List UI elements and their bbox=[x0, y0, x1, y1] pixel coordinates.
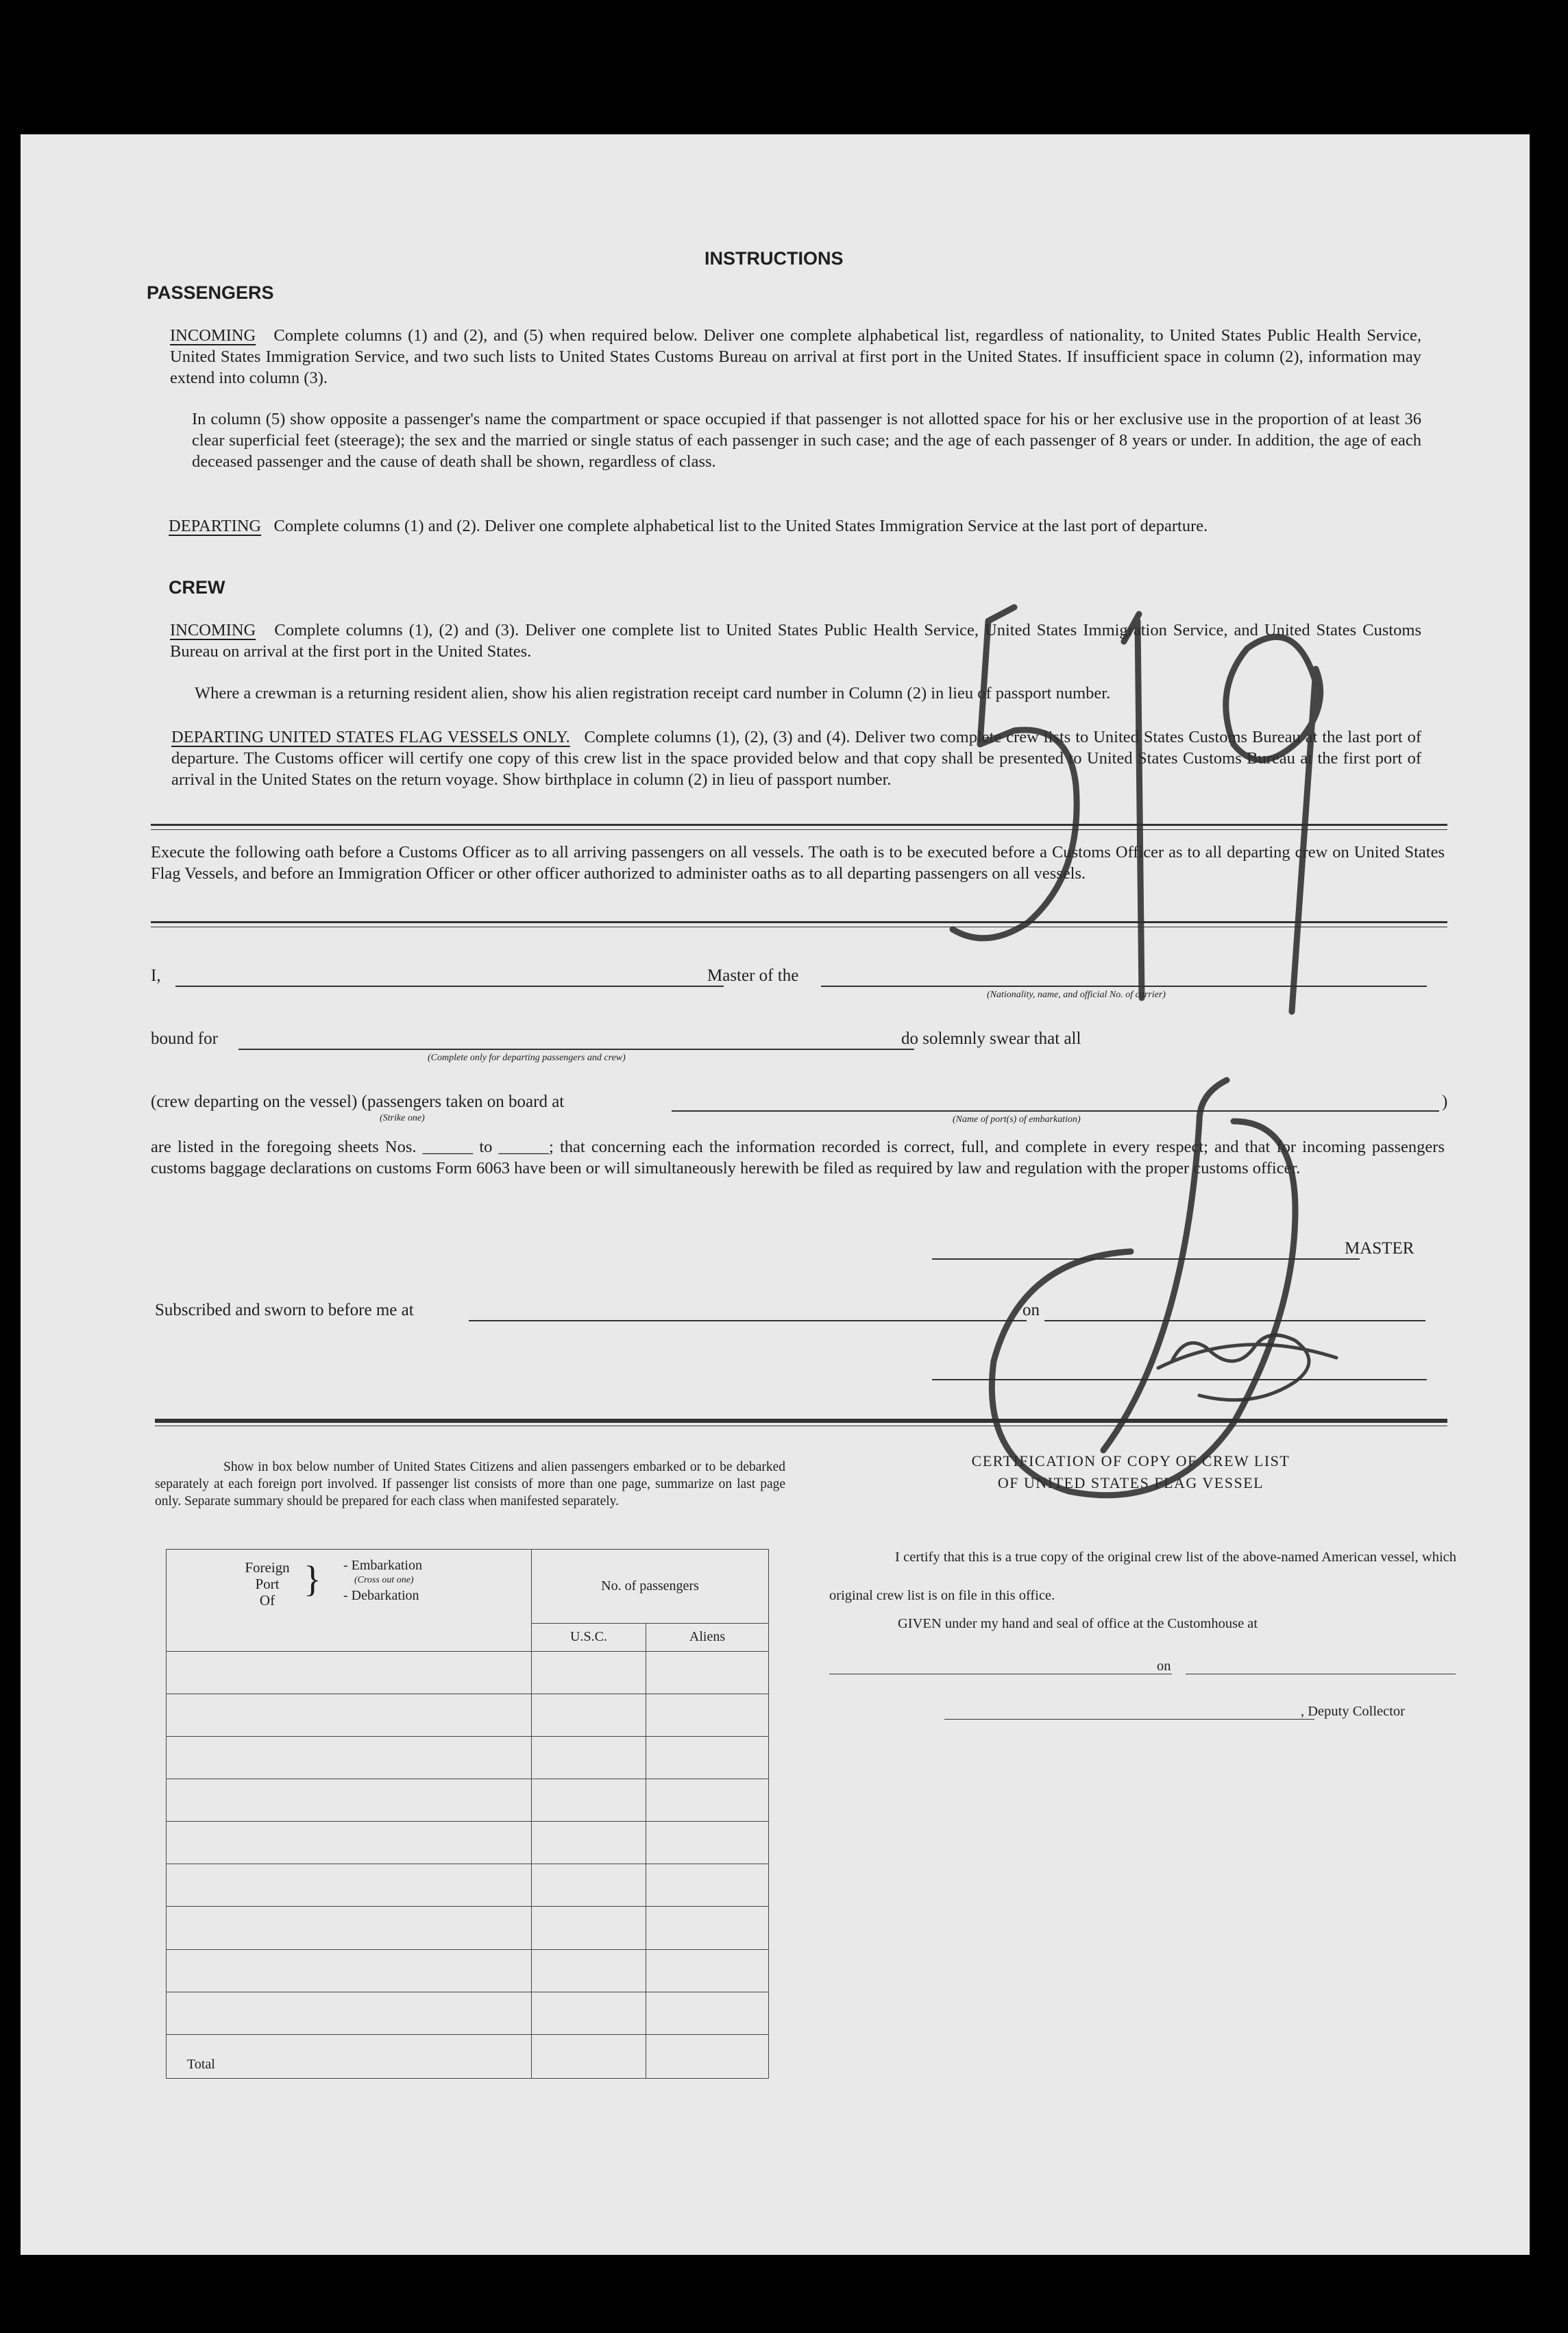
subscribed-label: Subscribed and sworn to before me at bbox=[155, 1301, 414, 1319]
close-paren: ) bbox=[1442, 1092, 1448, 1111]
ports-caption: (Name of port(s) of embarkation) bbox=[953, 1114, 1081, 1125]
port-header-cell bbox=[167, 1550, 532, 1652]
table-row bbox=[167, 1737, 769, 1779]
vessel-caption: (Nationality, name, and official No. of carrier) bbox=[987, 990, 1166, 1000]
swear-label: do solemnly swear that all bbox=[901, 1029, 1081, 1048]
bound-for-label: bound for bbox=[151, 1029, 218, 1048]
sworn-on-label: on bbox=[1022, 1301, 1040, 1319]
crew-incoming-label: INCOMING bbox=[170, 621, 256, 639]
embarkation-option[interactable]: - Embarkation bbox=[343, 1558, 422, 1573]
no-passengers-header: No. of passengers bbox=[532, 1550, 769, 1624]
passenger-summary-table bbox=[166, 1549, 769, 2079]
master-of-label: Master of the bbox=[707, 966, 799, 985]
cross-out-caption: (Cross out one) bbox=[354, 1575, 414, 1585]
deputy-collector-field[interactable] bbox=[944, 1719, 1314, 1720]
given-text: GIVEN under my hand and seal of office at the Customhouse at bbox=[898, 1616, 1258, 1631]
certify-text: I certify that this is a true copy of the original crew list of the above-named American vessel, which original crew list is on file in this office. bbox=[829, 1550, 1456, 1603]
passengers-incoming-label: INCOMING bbox=[170, 326, 256, 345]
bound-for-field[interactable] bbox=[238, 1049, 914, 1050]
certification-on-label: on bbox=[1157, 1659, 1171, 1674]
certification-title-line-2: OF UNITED STATES FLAG VESSEL bbox=[997, 1474, 1264, 1491]
table-row bbox=[167, 1822, 769, 1864]
table-row bbox=[167, 1694, 769, 1737]
table-row bbox=[167, 1779, 769, 1822]
table-row bbox=[167, 1992, 769, 2034]
document-page bbox=[21, 134, 1530, 2255]
passengers-incoming-section bbox=[170, 325, 1421, 389]
table-row bbox=[167, 1907, 769, 1949]
passengers-heading: PASSENGERS bbox=[147, 282, 274, 303]
total-label: Total bbox=[167, 2034, 532, 2078]
brace-icon: } bbox=[304, 1559, 321, 1600]
usc-header: U.S.C. bbox=[532, 1623, 646, 1651]
crew-incoming-text: Complete columns (1), (2) and (3). Deliver one complete list to United States Public Health Service, United States Immigration Service, and United States Customs Bureau on arrival at the first port in the United States. bbox=[170, 621, 1421, 661]
master-name-field[interactable] bbox=[175, 986, 724, 987]
passengers-departing-text: Complete columns (1) and (2). Deliver one complete alphabetical list to the United States Immigration Service at the last port of departure. bbox=[273, 517, 1208, 535]
crew-departing-text: Complete columns (1), (2), (3) and (4). Deliver two complete crew lists to United States Customs Bureau at the last port of departure. The Customs officer will certify one copy of this crew list in the space provided below and that copy shall be presented to United States Customs Bureau at the first port of arrival in the United States on the return voyage. Show birthplace in column (2) in lieu of passport number. bbox=[171, 728, 1421, 789]
total-row bbox=[167, 2034, 769, 2078]
crew-heading: CREW bbox=[169, 577, 225, 598]
crew-departing-label: (crew departing on the vessel) (passengers taken on board at bbox=[151, 1092, 565, 1111]
table-row bbox=[167, 1652, 769, 1694]
listed-text: are listed in the foregoing sheets Nos. ______ to ______; that concerning each the information recorded is correct, full, and complete in every respect; and that for incoming passengers customs baggage declarations on customs Form 6063 have been or will simultaneously herewith be filed as required by law and regulation with the proper customs officer. bbox=[151, 1138, 1445, 1177]
passengers-departing-label: DEPARTING bbox=[169, 517, 262, 535]
crew-returning-text: Where a crewman is a returning resident alien, show his alien registration receipt card number in Column (2) in lieu of passport number. bbox=[195, 684, 1111, 703]
summary-note: Show in box below number of United States Citizens and alien passengers embarked or to be debarked separately at each foreign port involved. If passenger list consists of more than one page, summarize on last page only. Separate summary should be prepared for each class when manifested separately. bbox=[155, 1460, 785, 1508]
pencil-handwritten-number bbox=[911, 518, 1391, 1587]
debarkation-option[interactable]: - Debarkation bbox=[343, 1588, 419, 1603]
port-label-2: Port bbox=[255, 1576, 280, 1592]
page-title: INSTRUCTIONS bbox=[705, 248, 844, 269]
deputy-collector-label: , Deputy Collector bbox=[1301, 1704, 1406, 1719]
bound-for-caption: (Complete only for departing passengers and crew) bbox=[428, 1053, 626, 1063]
strike-caption: (Strike one) bbox=[380, 1113, 425, 1123]
port-label-1: Foreign bbox=[245, 1559, 290, 1576]
certification-title-line-1: CERTIFICATION OF COPY OF CREW LIST bbox=[971, 1452, 1290, 1469]
aliens-header: Aliens bbox=[646, 1623, 769, 1651]
port-label-3: Of bbox=[259, 1592, 275, 1609]
passengers-incoming-text: Complete columns (1) and (2), and (5) when required below. Deliver one complete alphabetical list, regardless of nationality, to United States Public Health Service, United States Immigration Service, and two such lists to United States Customs Bureau on arrival at first port in the United States. If insufficient space in column (2), information may extend into column (3). bbox=[170, 326, 1422, 387]
passengers-column5-text: In column (5) show opposite a passenger's name the compartment or space occupied if that passenger is not allotted space for his or her exclusive use in the proportion of at least 36 clear superficial feet (steerage); the sex and the married or single status of each passenger in such case; and the age of each passenger of 8 years or under. In addition, the age of each deceased passenger and the cause of death shall be shown, regardless of class. bbox=[192, 410, 1421, 471]
table-row bbox=[167, 1864, 769, 1907]
oath-intro-text: Execute the following oath before a Customs Officer as to all arriving passengers on all vessels. The oath is to be executed before a Customs Officer as to all departing crew on United States Flag Vessels, and before an Immigration Officer or other officer authorized to administer oaths as to all departing passengers on all vessels. bbox=[151, 843, 1445, 883]
oath-i-label: I, bbox=[151, 966, 161, 985]
master-label: MASTER bbox=[1345, 1239, 1414, 1258]
table-row bbox=[167, 1949, 769, 1992]
crew-departing-label: DEPARTING UNITED STATES FLAG VESSELS ONLY. bbox=[171, 728, 570, 746]
